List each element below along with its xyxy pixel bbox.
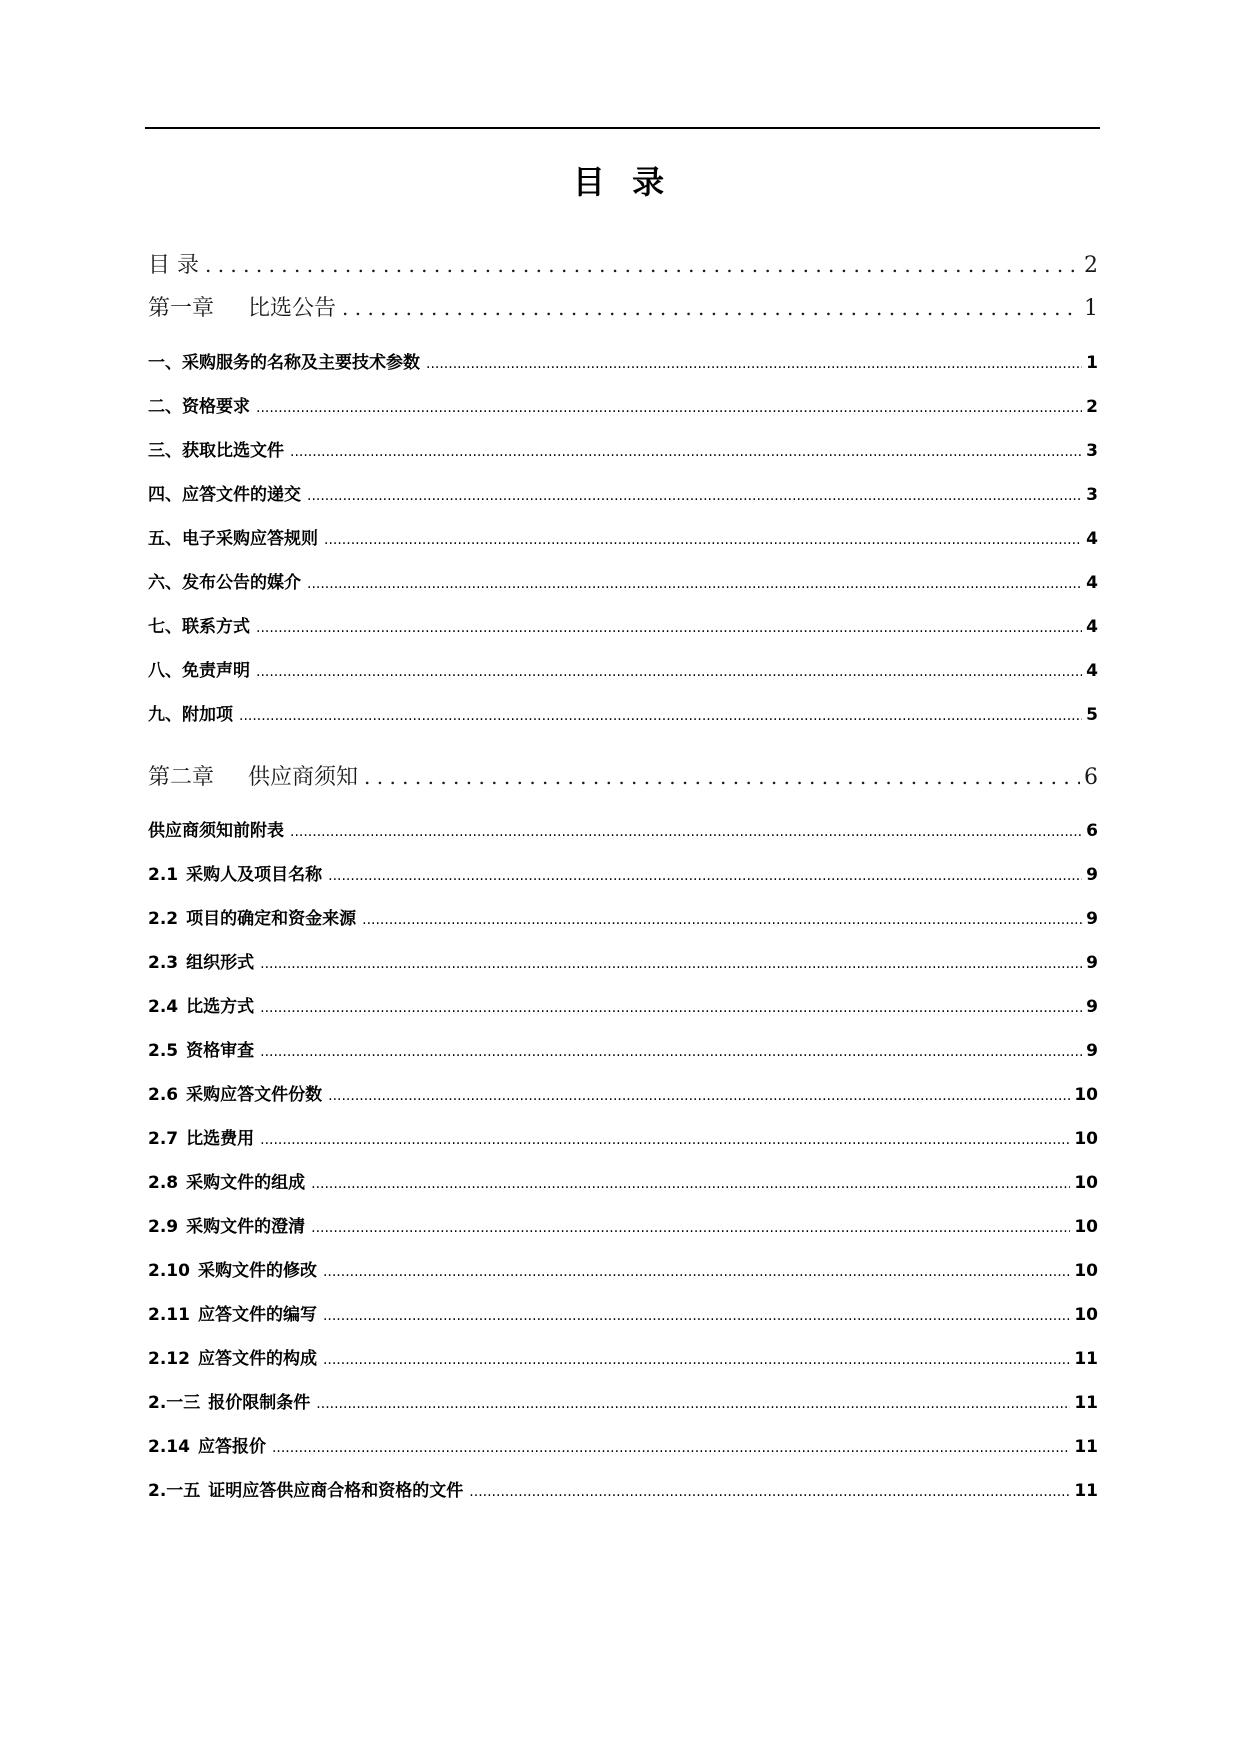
- toc-entry[interactable]: [148, 1259, 1098, 1283]
- toc-entry-number: 2.10: [148, 1261, 190, 1281]
- toc-entry-page-number: 2: [1084, 253, 1098, 278]
- page-title: 目 录: [572, 163, 673, 201]
- toc-entry-page-number: 1: [1084, 296, 1098, 321]
- toc-entry-page-number: 4: [1086, 573, 1098, 593]
- toc-entry-title: 组织形式: [186, 953, 255, 973]
- toc-entry-number: 2.14: [148, 1437, 190, 1457]
- toc-entry-page-number: 1: [1086, 353, 1098, 373]
- toc-dot-leader: [256, 395, 1082, 420]
- toc-entry-page-number: 4: [1086, 617, 1098, 637]
- toc-dot-leader: [328, 1083, 1070, 1108]
- toc-dot-leader: [323, 1303, 1070, 1328]
- header-rule: [145, 127, 1100, 129]
- toc-entry[interactable]: [148, 615, 1098, 639]
- toc-entry-title: 供应商须知: [248, 765, 359, 790]
- toc-entry-page-number: 9: [1086, 865, 1098, 885]
- toc-entry-number: 2.5: [148, 1041, 179, 1061]
- toc-entry-page-number: 9: [1086, 1041, 1098, 1061]
- toc-dot-leader: [469, 1479, 1070, 1504]
- toc-dot-leader: [323, 1347, 1070, 1372]
- toc-entry[interactable]: [148, 1391, 1098, 1415]
- toc-dot-leader: [426, 351, 1082, 376]
- toc-entry[interactable]: [148, 819, 1098, 843]
- toc-entry-page-number: 11: [1074, 1393, 1098, 1413]
- toc-entry-title: 应答报价: [197, 1437, 266, 1457]
- toc-entry-title: 四、应答文件的递交: [148, 485, 301, 505]
- toc-entry[interactable]: [148, 1171, 1098, 1195]
- toc-entry-title: 比选费用: [186, 1129, 255, 1149]
- toc-entry[interactable]: [148, 907, 1098, 931]
- toc-entry[interactable]: [148, 351, 1098, 375]
- toc-entry-title: 六、发布公告的媒介: [148, 573, 301, 593]
- toc-entry-page-number: 10: [1074, 1173, 1098, 1193]
- toc-entry-title: 报价限制条件: [208, 1393, 311, 1413]
- toc-dot-leader: [324, 527, 1082, 552]
- toc-entry-title: 采购人及项目名称: [186, 865, 323, 885]
- toc-entry[interactable]: [148, 659, 1098, 683]
- toc-dot-leader: [260, 951, 1082, 976]
- toc-entry[interactable]: [148, 250, 1098, 280]
- toc-entry[interactable]: [148, 863, 1098, 887]
- toc-entry-page-number: 3: [1086, 485, 1098, 505]
- toc-entry-title: 一、采购服务的名称及主要技术参数: [148, 353, 420, 373]
- toc-entry-title: 目 录: [148, 253, 199, 278]
- toc-entry-title: 二、资格要求: [148, 397, 250, 417]
- toc-entry-title: 三、获取比选文件: [148, 441, 284, 461]
- toc-dot-leader: [256, 659, 1082, 684]
- toc-entry-number: 2.11: [148, 1305, 190, 1325]
- toc-entry-page-number: 4: [1086, 529, 1098, 549]
- toc-entry-page-number: 11: [1074, 1349, 1098, 1369]
- toc-dot-leader: [260, 1127, 1070, 1152]
- toc-entry-number: 2.12: [148, 1349, 190, 1369]
- toc-entry-number: 2.9: [148, 1217, 179, 1237]
- toc-entry[interactable]: [148, 1435, 1098, 1459]
- toc-entry-number: 2.3: [148, 953, 179, 973]
- toc-dot-leader: [205, 250, 1080, 281]
- toc-entry-number: 2.一五: [148, 1481, 201, 1501]
- toc-entry-title: 采购文件的组成: [186, 1173, 306, 1193]
- toc-entry[interactable]: [148, 951, 1098, 975]
- toc-dot-leader: [342, 293, 1080, 324]
- toc-entry[interactable]: [148, 1347, 1098, 1371]
- toc-entry-page-number: 10: [1074, 1305, 1098, 1325]
- toc-dot-leader: [256, 615, 1082, 640]
- toc-entry-page-number: 5: [1086, 705, 1098, 725]
- toc-entry[interactable]: [148, 1303, 1098, 1327]
- toc-dot-leader: [328, 863, 1082, 888]
- toc-entry[interactable]: [148, 483, 1098, 507]
- toc-entry-page-number: 3: [1086, 441, 1098, 461]
- toc-entry[interactable]: [148, 1083, 1098, 1107]
- toc-entry-number: 2.8: [148, 1173, 179, 1193]
- toc-entry-title: 应答文件的构成: [197, 1349, 317, 1369]
- toc-dot-leader: [311, 1171, 1070, 1196]
- toc-entry-title: 七、联系方式: [148, 617, 250, 637]
- toc-entry-title: 九、附加项: [148, 705, 233, 725]
- toc-entry[interactable]: [148, 439, 1098, 463]
- toc-entry-title: 项目的确定和资金来源: [186, 909, 357, 929]
- toc-entry[interactable]: [148, 1039, 1098, 1063]
- toc-entry[interactable]: [148, 571, 1098, 595]
- toc-entry-title: 采购应答文件份数: [186, 1085, 323, 1105]
- toc-entry[interactable]: [148, 293, 1098, 323]
- toc-dot-leader: [307, 483, 1082, 508]
- toc-dot-leader: [362, 907, 1082, 932]
- toc-entry-page-number: 10: [1074, 1085, 1098, 1105]
- toc-dot-leader: [290, 819, 1082, 844]
- toc-entry[interactable]: [148, 1215, 1098, 1239]
- toc-dot-leader: [316, 1391, 1070, 1416]
- toc-entry[interactable]: [148, 1127, 1098, 1151]
- toc-entry-number: 2.一三: [148, 1393, 201, 1413]
- toc-entry-title: 证明应答供应商合格和资格的文件: [208, 1481, 464, 1501]
- toc-entry-page-number: 10: [1074, 1129, 1098, 1149]
- toc-dot-leader: [364, 762, 1080, 793]
- toc-dot-leader: [239, 703, 1082, 728]
- toc-entry[interactable]: [148, 1479, 1098, 1503]
- toc-entry[interactable]: [148, 703, 1098, 727]
- toc-entry-title: 五、电子采购应答规则: [148, 529, 318, 549]
- toc-entry-number: 2.2: [148, 909, 179, 929]
- toc-entry-page-number: 6: [1086, 821, 1098, 841]
- toc-dot-leader: [260, 1039, 1082, 1064]
- toc-entry[interactable]: [148, 762, 1098, 792]
- toc-dot-leader: [272, 1435, 1070, 1460]
- toc-dot-leader: [323, 1259, 1070, 1284]
- toc-entry-title: 资格审查: [186, 1041, 255, 1061]
- toc-entry-title: 供应商须知前附表: [148, 821, 284, 841]
- toc-entry-number: 第二章: [148, 765, 215, 790]
- toc-entry-number: 2.4: [148, 997, 179, 1017]
- toc-entry-page-number: 6: [1084, 765, 1098, 790]
- toc-entry-page-number: 9: [1086, 953, 1098, 973]
- toc-dot-leader: [260, 995, 1082, 1020]
- toc-entry-number: 2.7: [148, 1129, 179, 1149]
- toc-entry-title: 采购文件的修改: [197, 1261, 317, 1281]
- toc-dot-leader: [311, 1215, 1070, 1240]
- toc-entry[interactable]: [148, 527, 1098, 551]
- toc-entry[interactable]: [148, 995, 1098, 1019]
- toc-entry-page-number: 4: [1086, 661, 1098, 681]
- toc-dot-leader: [307, 571, 1082, 596]
- toc-entry-number: 2.1: [148, 865, 179, 885]
- toc-entry-page-number: 9: [1086, 997, 1098, 1017]
- toc-entry-page-number: 10: [1074, 1261, 1098, 1281]
- toc-entry-title: 比选公告: [248, 296, 337, 321]
- toc-entry-page-number: 10: [1074, 1217, 1098, 1237]
- toc-entry[interactable]: [148, 395, 1098, 419]
- toc-entry-number: 第一章: [148, 296, 215, 321]
- toc-entry-page-number: 11: [1074, 1437, 1098, 1457]
- toc-entry-title: 八、免责声明: [148, 661, 250, 681]
- toc-entry-title: 比选方式: [186, 997, 255, 1017]
- toc-entry-page-number: 2: [1086, 397, 1098, 417]
- toc-entry-number: 2.6: [148, 1085, 179, 1105]
- toc-entry-title: 采购文件的澄清: [186, 1217, 306, 1237]
- toc-entry-title: 应答文件的编写: [197, 1305, 317, 1325]
- toc-entry-page-number: 11: [1074, 1481, 1098, 1501]
- toc-dot-leader: [290, 439, 1082, 464]
- toc-entry-page-number: 9: [1086, 909, 1098, 929]
